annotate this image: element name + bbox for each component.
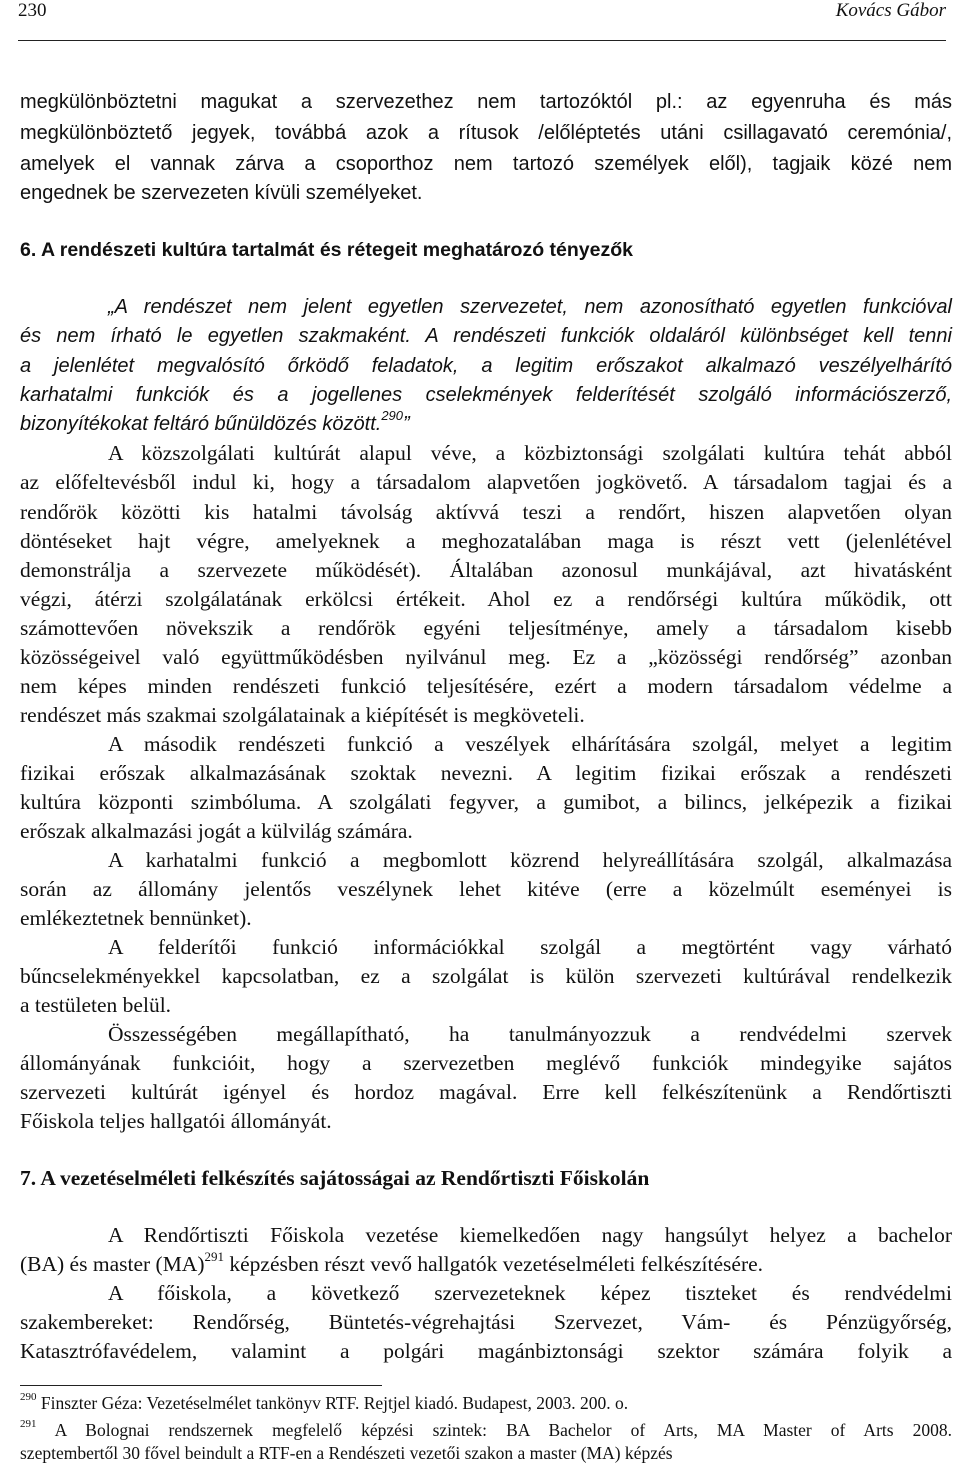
body-line: A második rendészeti funkció a veszélyek elhárítására szolgál, melyet a legitim [108, 732, 952, 756]
body-line [20, 1249, 952, 1279]
body-line: fizikai erőszak alkalmazásának szoktak nevezni. A legitim fizikai erőszak a rendészeti [20, 761, 952, 785]
body-line: Katasztrófavédelem, valamint a polgári magánbiztonsági szektor számára folyik a [20, 1339, 952, 1363]
body-line: A karhatalmi funkció a megbomlott közrend helyreállítására szolgál, alkalmazása [108, 848, 952, 872]
footnote-number: 290 [20, 1391, 37, 1404]
footnote-ref: 290 [381, 408, 404, 424]
running-author: Kovács Gábor [835, 0, 946, 21]
body-line: A közszolgálati kultúrát alapul véve, a közbiztonsági szolgálati kultúra tehát abból [108, 441, 952, 465]
footnote-number: 291 [20, 1418, 37, 1431]
footnote [20, 1392, 952, 1414]
body-line: bűncselekményekkel kapcsolatban, ez a szolgálat is külön szervezeti kultúrával rendelkezik [20, 964, 952, 988]
body-line: végzi, átérzi szolgálatának erkölcsi értékeit. Ahol ez a rendőrségi kultúra működik, ott [20, 587, 952, 611]
body-text: képzésben részt vevő hallgatók vezetéselméleti felkészítésére. [224, 1252, 764, 1276]
body-line: emlékeztetnek bennünket). [20, 906, 252, 930]
body-line: döntéseket hajt végre, amelyeknek a meghozatalában maga is részt vett (jelenlétével [20, 529, 952, 553]
body-line: Főiskola teljes hallgatói állományát. [20, 1109, 332, 1133]
quote-line [20, 409, 952, 439]
quote-line: karhatalmi funkciók és a jogellenes cselekmények felderítését szolgáló információszerző, [20, 384, 952, 406]
footnote-ref: 291 [204, 1248, 224, 1264]
body-line: demonstrálja a szervezete működését). Általában azonosul munkájával, azt hivatásként [20, 558, 952, 582]
closing-quote: ” [403, 413, 410, 435]
footnote-continuation: szeptembertől 30 fővel beindult a RTF-en a Rendészeti vezetői szakon a master (MA) képzés [20, 1443, 673, 1463]
quote-line: „A rendészet nem jelent egyetlen szervezetet, nem azonosítható egyetlen funkcióval [108, 296, 952, 318]
body-line: erőszak alkalmazási jogát a külvilág számára. [20, 819, 413, 843]
quote-text: bizonyítékokat feltáró bűnüldözés között. [20, 413, 382, 435]
footnote [20, 1419, 952, 1441]
running-header [18, 0, 946, 41]
quote-line: és nem írható le egyetlen szakmaként. A rendészeti funkciók oldaláról különbséget kell tenni [20, 325, 952, 347]
footnote-text: Finszter Géza: Vezetéselmélet tankönyv RTF. Rejtjel kiadó. Budapest, 2003. 200. o. [36, 1393, 629, 1413]
body-line: közösségeivel való együttműködésben nyilvánul meg. Ez a „közösségi rendőrség” azonban [20, 645, 952, 669]
body-line: megkülönböztetni magukat a szervezethez nem tartozóktól pl.: az egyenruha és más [20, 91, 952, 113]
body-line: engednek be szervezeten kívüli személyeket. [20, 182, 423, 204]
body-line: a testületen belül. [20, 993, 172, 1017]
quote-line: a jelenlétet megvalósító őrködő feladatok, a legitim erőszakot alkalmazó veszélyelhárító [20, 355, 952, 377]
body-text: (BA) és master (MA) [20, 1252, 205, 1276]
body-line: rendészet más szakmai szolgálatainak a kiépítését is megköveteli. [20, 703, 585, 727]
body-line: szervezeti kultúrát igényel és hordoz magával. Erre kell felkészítenünk a Rendőrtiszti [20, 1080, 952, 1104]
body-line: megkülönböztető jegyek, továbbá azok a rítusok /előléptetés utáni csillagavató ceremónia/, [20, 122, 952, 144]
body-line: állományának funkcióit, hogy a szervezetben meglévő funkciók mindegyike sajátos [20, 1051, 952, 1075]
footnote-text: A Bolognai rendszernek megfelelő képzési szintek: BA Bachelor of Arts, MA Master of Arts 2008. [36, 1420, 952, 1440]
body-line: során az állomány jelentős veszélynek lehet kitéve (erre a közelmúlt eseményei is [20, 877, 952, 901]
body-line: A Rendőrtiszti Főiskola vezetése kiemelkedően nagy hangsúlyt helyez a bachelor [108, 1223, 952, 1247]
body-line: kultúra központi szimbóluma. A szolgálati fegyver, a gumibot, a bilincs, jelképezik a fizikai [20, 790, 952, 814]
body-line: A felderítői funkció információkkal szolgál a megtörtént vagy várható [108, 935, 952, 959]
body-line: számottevően növekszik a rendőrök egyéni teljesítménye, amely a társadalom kisebb [20, 616, 952, 640]
body-line: nem képes minden rendészeti funkció teljesítésére, ezért a modern társadalom védelme a [20, 674, 952, 698]
body-line: Összességében megállapítható, ha tanulmányozzuk a rendvédelmi szervek [108, 1022, 952, 1046]
body-line: A főiskola, a következő szervezeteknek képez tiszteket és rendvédelmi [108, 1281, 952, 1305]
footnote-separator [20, 1385, 382, 1386]
section-heading-7: 7. A vezetéselméleti felkészítés sajátosságai az Rendőrtiszti Főiskolán [20, 1166, 650, 1190]
body-line: szakembereket: Rendőrség, Büntetés-végrehajtási Szervezet, Vám- és Pénzügyőrség, [20, 1310, 952, 1334]
page-number: 230 [18, 0, 47, 21]
body-line: amelyek el vannak zárva a csoporthoz nem tartozó személyek elől), tagjaik közé nem [20, 153, 952, 175]
body-line: rendőrök közötti kis hatalmi távolság aktívvá teszi a rendőrt, hiszen alapvetően olyan [20, 500, 952, 524]
section-heading-6: 6. A rendészeti kultúra tartalmát és rétegeit meghatározó tényezők [20, 239, 633, 261]
body-line: az előfeltevésből indul ki, hogy a társadalom alapvetően jogkövető. A társadalom tagjai és a [20, 470, 952, 494]
